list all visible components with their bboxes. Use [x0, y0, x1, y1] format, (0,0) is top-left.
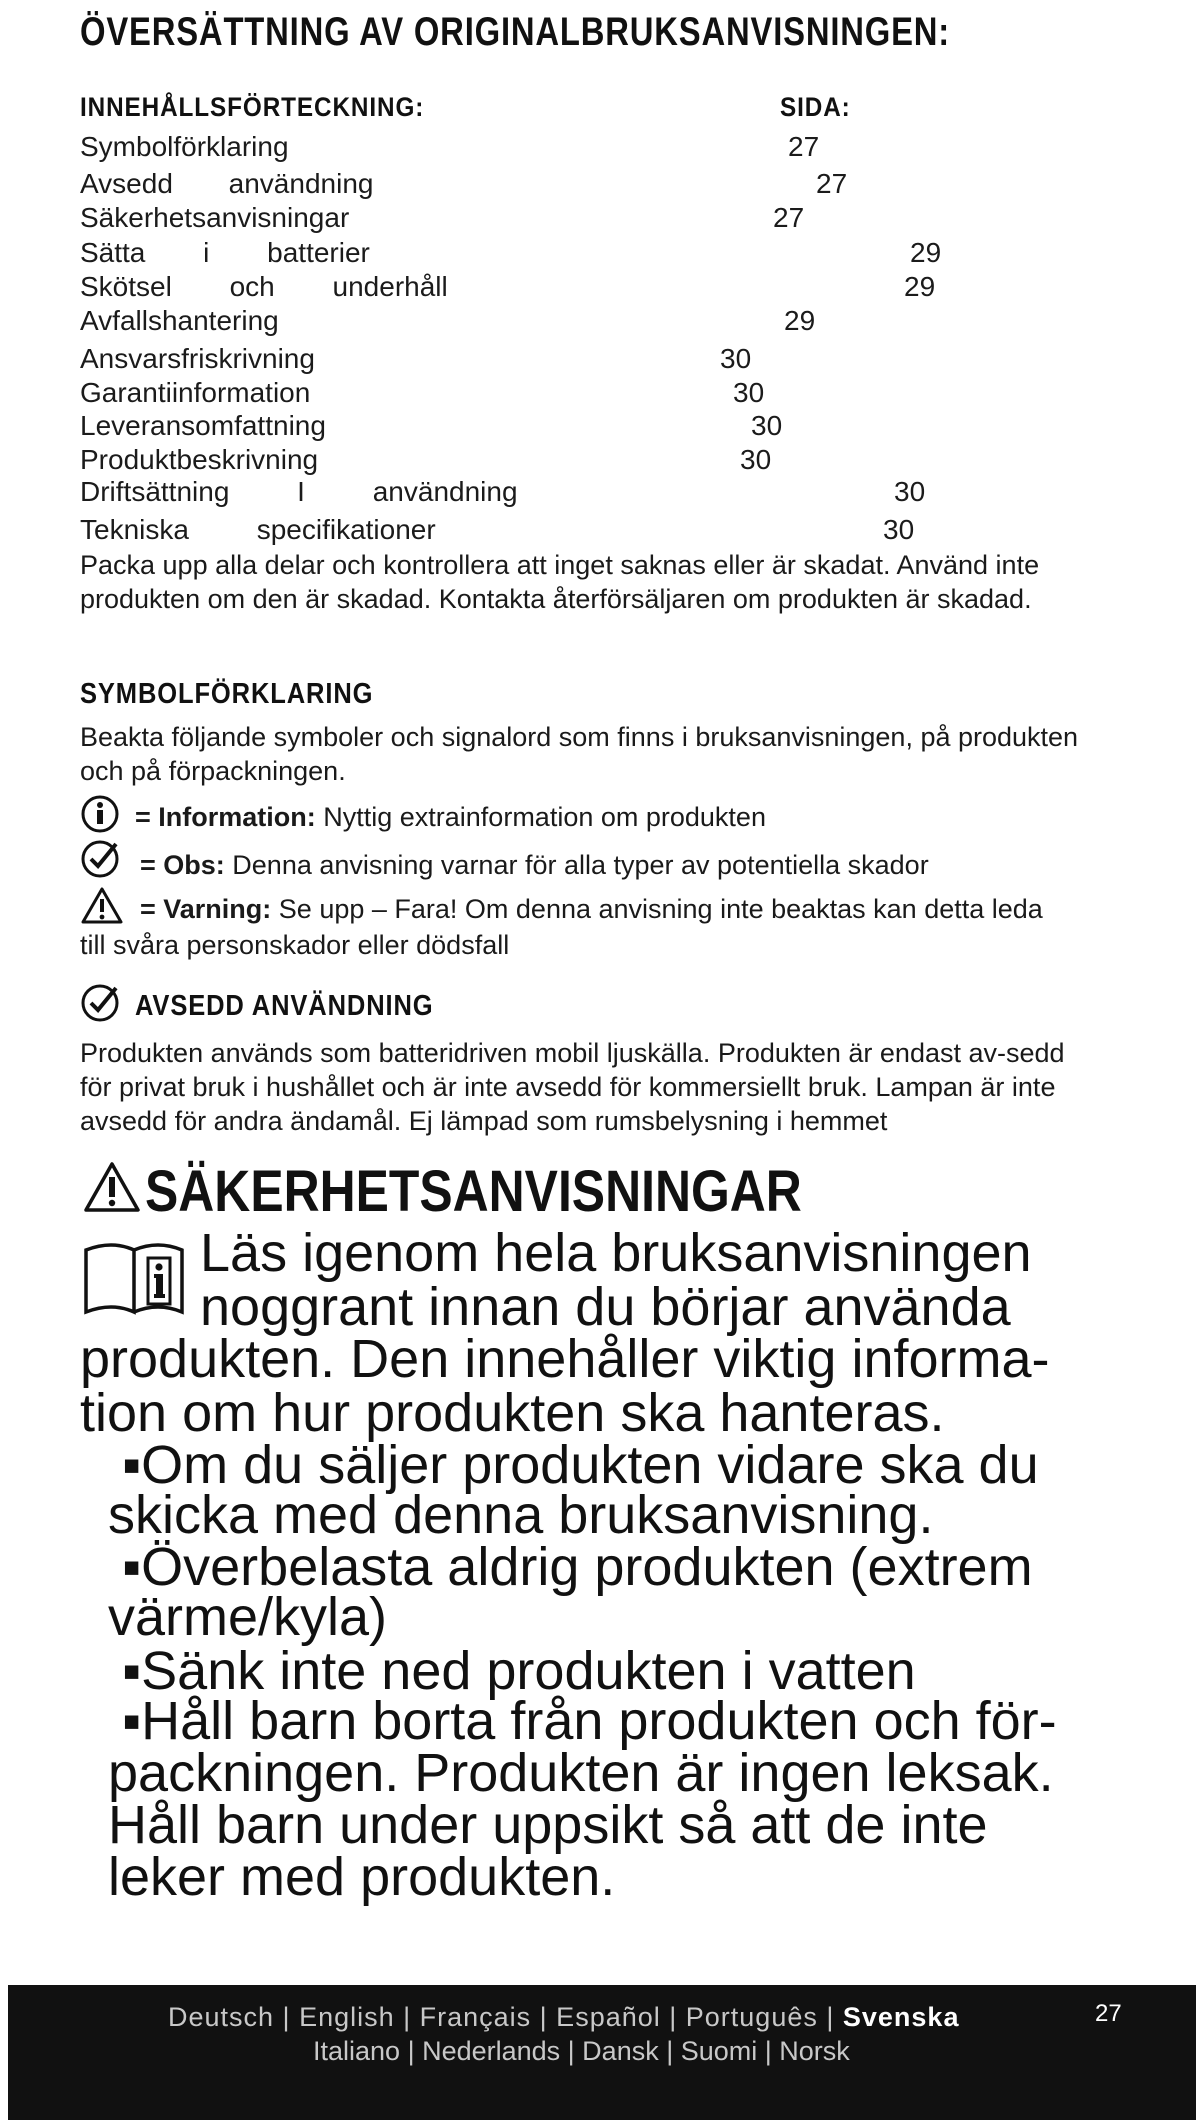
- toc-page-heading: SIDA:: [780, 92, 851, 122]
- toc-item-page: 30: [883, 514, 915, 545]
- toc-item-page: 27: [788, 131, 820, 162]
- page-number: 27: [1095, 2000, 1122, 2027]
- safety-bullet: ▪Överbelasta aldrig produkten (extrem: [122, 1537, 1033, 1597]
- toc-item-page: 30: [733, 377, 765, 408]
- unpack-notice: Packa upp alla delar och kontrollera att inget saknas eller är skadat. Använd inte produkten om den är skadad. Kontakta återförsäljaren om produkten är skadad.: [80, 550, 1040, 614]
- read-manual-icon: [82, 1240, 186, 1316]
- obs-line: [140, 850, 929, 881]
- toc-item-label: Sätta i batterier: [80, 237, 370, 268]
- safety-intro-line: tion om hur produkten ska hanteras.: [80, 1383, 945, 1443]
- toc-item-label: Skötsel och underhåll: [80, 271, 448, 302]
- info-line: [135, 802, 766, 833]
- obs-text: Denna anvisning varnar för alla typer av potentiella skador: [224, 850, 929, 880]
- check-circle-icon: [80, 838, 122, 880]
- safety-bullet-cont: Håll barn under uppsikt så att de inte: [108, 1795, 988, 1855]
- language-links[interactable]: Deutsch | English | Français | Español | Português |: [168, 2002, 843, 2032]
- safety-heading: SÄKERHETSANVISNINGAR: [145, 1159, 802, 1224]
- safety-bullet: ▪Håll barn borta från produkten och för-: [122, 1691, 1057, 1751]
- symbols-intro: Beakta följande symboler och signalord som finns i bruksanvisningen, på produkten och på förpackningen.: [80, 722, 1079, 786]
- warning-icon: [80, 886, 124, 926]
- info-label: = Information:: [135, 802, 316, 832]
- intended-use-text: Produkten används som batteridriven mobil ljuskälla. Produkten är endast av-sedd för privat bruk i hushållet och är inte avsedd för kommersiellt bruk. Lampan är inte avsedd för andra ändamål. Ej lämpad som rumsbelysning i hemmet: [80, 1038, 1065, 1136]
- toc-item-label: Driftsättning I användning: [80, 476, 518, 507]
- toc-item-page: 27: [773, 202, 805, 233]
- toc-item-label: Avfallshantering: [80, 305, 279, 336]
- toc-item-page: 29: [904, 271, 936, 302]
- document-title: ÖVERSÄTTNING AV ORIGINALBRUKSANVISNINGEN:: [80, 10, 951, 54]
- toc-item-label: Ansvarsfriskrivning: [80, 343, 315, 374]
- toc-item-label: Produktbeskrivning: [80, 444, 319, 475]
- toc-item-page: 30: [740, 444, 772, 475]
- toc-item-page: 27: [816, 168, 848, 199]
- warn-label: = Varning:: [140, 894, 272, 924]
- toc-item-label: Leveransomfattning: [80, 410, 326, 441]
- safety-bullet-cont: leker med produkten.: [108, 1847, 616, 1907]
- toc-item-label: Avsedd användning: [80, 168, 374, 199]
- toc-item-page: 29: [910, 237, 942, 268]
- warn-text-cont: till svåra personskador eller dödsfall: [80, 930, 510, 960]
- safety-bullet-cont: skicka med denna bruksanvisning.: [108, 1485, 934, 1545]
- obs-label: = Obs:: [140, 850, 225, 880]
- info-text: Nyttig extrainformation om produkten: [315, 802, 766, 832]
- check-circle-icon: [80, 982, 122, 1024]
- intended-use-heading: AVSEDD ANVÄNDNING: [135, 990, 434, 1022]
- toc-item-page: 29: [784, 305, 816, 336]
- toc-item-label: Symbolförklaring: [80, 131, 289, 162]
- safety-intro-line: produkten. Den innehåller viktig informa-: [80, 1329, 1050, 1389]
- info-icon: [80, 794, 120, 834]
- toc-item-page: 30: [751, 410, 783, 441]
- toc-item-label: Tekniska specifikationer: [80, 514, 436, 545]
- language-links-2[interactable]: Italiano | Nederlands | Dansk | Suomi | Norsk: [313, 2036, 850, 2066]
- safety-bullet-cont: packningen. Produkten är ingen leksak.: [108, 1743, 1054, 1803]
- toc-item-label: Säkerhetsanvisningar: [80, 202, 350, 233]
- safety-intro-line: Läs igenom hela bruksanvisningen: [200, 1223, 1032, 1283]
- toc-item-page: 30: [720, 343, 752, 374]
- safety-bullet: ▪Sänk inte ned produkten i vatten: [122, 1641, 916, 1701]
- symbols-heading: SYMBOLFÖRKLARING: [80, 678, 374, 710]
- warn-text: Se upp – Fara! Om denna anvisning inte beaktas kan detta leda: [271, 894, 1043, 924]
- safety-intro-line: noggrant innan du börjar använda: [200, 1277, 1011, 1337]
- toc-item-page: 30: [894, 476, 926, 507]
- warning-icon: [82, 1160, 142, 1214]
- toc-heading: INNEHÅLLSFÖRTECKNING:: [80, 92, 425, 122]
- warn-line: [140, 894, 1043, 925]
- safety-bullet-cont: värme/kyla): [108, 1587, 388, 1647]
- toc-item-label: Garantiinformation: [80, 377, 311, 408]
- safety-bullet: ▪Om du säljer produkten vidare ska du: [122, 1435, 1039, 1495]
- current-language: Svenska: [842, 2002, 960, 2032]
- language-list: [168, 2002, 959, 2033]
